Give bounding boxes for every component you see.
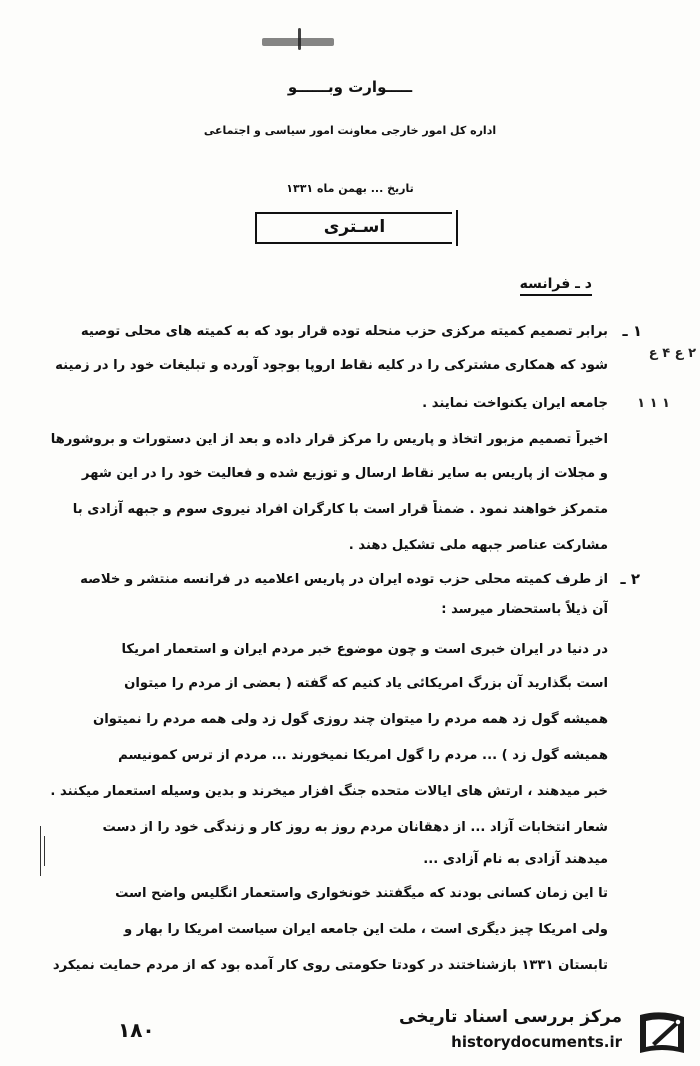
body-line: آن ذیلاً باستحضار میرسد :	[441, 602, 608, 617]
body-line: تا این زمان کسانی بودند که میگفتند خونخواری واستعمار انگلیس واضح است	[115, 886, 608, 901]
body-line: متمرکز خواهند نمود . ضمناً قرار است با کارگران افراد نیروی سوم و جبهه آزادی با	[72, 502, 608, 517]
body-line: میدهند آزادی به نام آزادی ...	[423, 852, 608, 867]
body-line: تابستان ۱۳۳۱ بازشناختند در کودتا حکومتی روی کار آمده بود که از مردم حمایت نمیکرد	[52, 958, 608, 973]
document-title-box	[255, 212, 452, 244]
body-line: اخیراً تصمیم مزبور اتخاذ و پاریس را مرکز قرار داده و بعد از این دستورات و بروشورها	[50, 432, 608, 447]
book-quill-icon	[634, 1007, 692, 1061]
body-line: در دنیا در ایران خبری است و چون موضوع خبر مردم ایران و استعمار امریکا	[121, 642, 608, 657]
watermark	[399, 1003, 698, 1063]
body-line: از طرف کمیته محلی حزب توده ایران در پاریس اعلامیه در فرانسه منتشر و خلاصه	[80, 572, 608, 587]
watermark-title: مرکز بررسی اسناد تاریخی	[399, 1007, 622, 1027]
body-line: برابر تصمیم کمیته مرکزی حزب منحله توده قرار بود که به کمیته های محلی توصیه	[80, 324, 608, 339]
top-scribble-mark	[298, 28, 301, 50]
body-line: است بگذارید آن بزرگ امریکائی یاد کنیم که گفته ( بعضی از مردم را میتوان	[124, 676, 608, 691]
body-line: خبر میدهند ، ارتش های ایالات متحده جنگ افزار میخرند و بدین وسیله استعمار میکنند .	[50, 784, 608, 799]
header-line-1: ـــــوارت وبــــــو	[287, 78, 413, 96]
left-margin-mark	[40, 826, 41, 876]
section-heading: د ـ فرانسه	[520, 276, 592, 296]
page-number: ۱۸۰	[118, 1018, 155, 1042]
header-line-2: اداره کل امور خارجی معاونت امور سیاسی و اجتماعی	[203, 124, 497, 137]
document-title: اسـتری	[323, 217, 386, 237]
item-number-1: ۱ ـ	[622, 322, 642, 340]
body-line: شعار انتخابات آزاد ... از دهقانان مردم روز به روز کار و زندگی خود را از دست	[102, 820, 608, 835]
body-line: ولی امریکا چیز دیگری است ، ملت این جامعه ایران سیاست امریکا را بهار و	[123, 922, 608, 937]
body-line: همیشه گول زد ) ... مردم را گول امریکا نمیخورند ... مردم از ترس کمونیسم	[118, 748, 608, 763]
watermark-url: historydocuments.ir	[451, 1033, 622, 1051]
body-line: شود که همکاری مشترکی را در کلیه نقاط اروپا بوجود آورده و تبلیغات خود را در زمینه	[55, 358, 608, 373]
margin-note-1: ۲ ع ۴ ع	[648, 346, 696, 361]
left-margin-mark	[44, 836, 45, 866]
header-date-line: تاریخ ... بهمن ماه ۱۳۳۱	[286, 182, 414, 195]
body-line: جامعه ایران یکنواخت نمایند .	[422, 396, 608, 411]
body-line: و مجلات از پاریس به سایر نقاط ارسال و توزیع شده و فعالیت خود را در این شهر	[81, 466, 608, 481]
body-line: همیشه گول زد همه مردم را میتوان چند روزی گول زد ولی همه مردم را نمیتوان	[93, 712, 608, 727]
margin-note-2: ۱ ۱ ۱	[637, 396, 670, 411]
body-line: مشارکت عناصر جبهه ملی تشکیل دهند .	[348, 538, 608, 553]
item-number-2: ۲ ـ	[620, 570, 640, 588]
